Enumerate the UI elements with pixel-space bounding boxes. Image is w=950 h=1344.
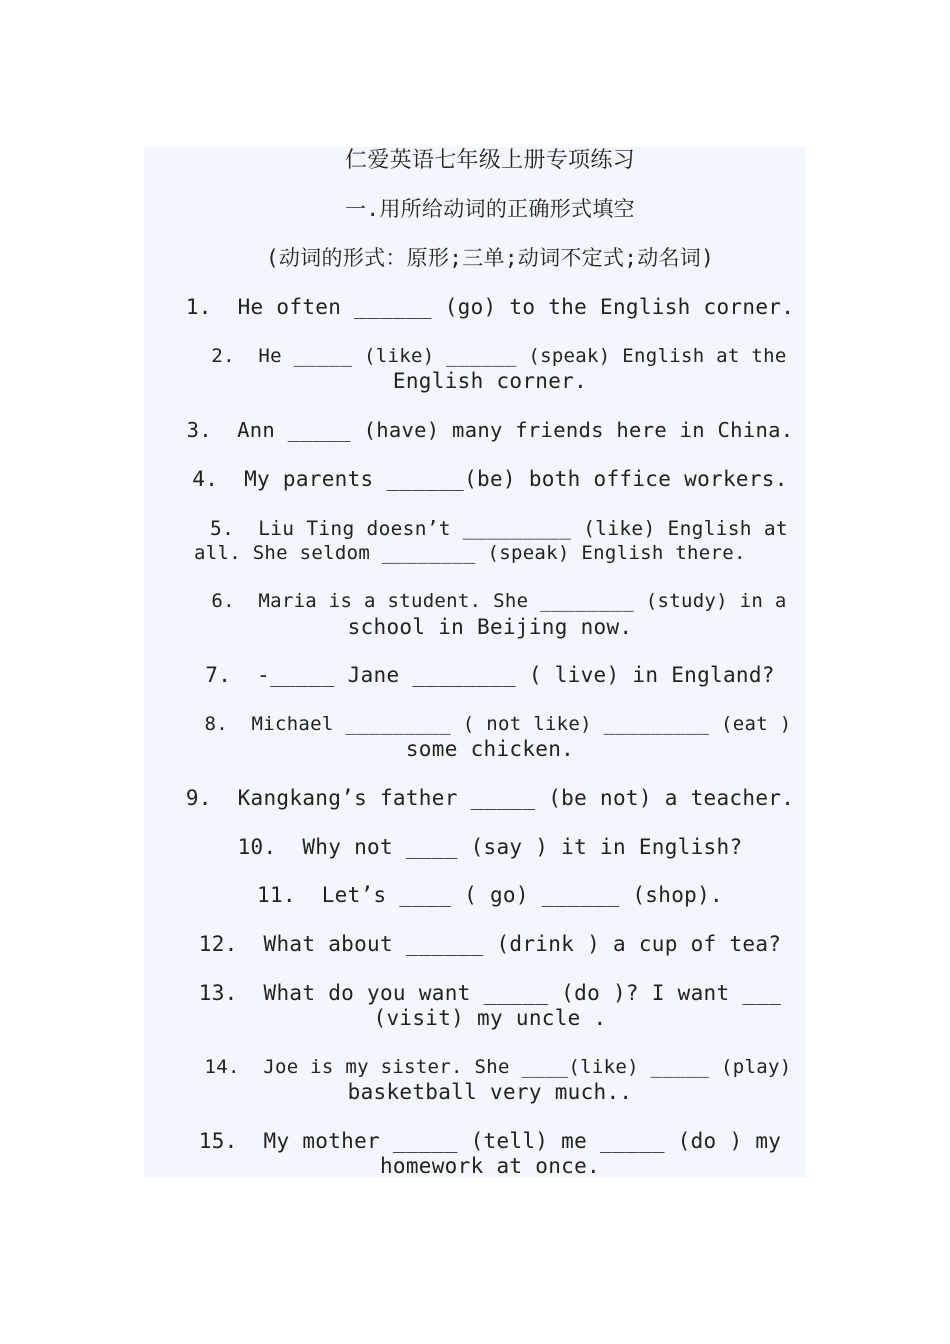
question-15-line-1: 15. My mother _____ (tell) me _____ (do ) my	[198, 1129, 782, 1153]
question-3-line-1: 3. Ann _____ (have) many friends here in China.	[186, 418, 794, 442]
question-2-line-2: English corner.	[392, 369, 588, 393]
question-15-line-2: homework at once.	[379, 1154, 601, 1178]
question-7-line-1: 7. -_____ Jane ________ ( live) in England?	[205, 663, 775, 687]
question-14-line-2: basketball very much..	[347, 1080, 633, 1104]
question-6-line-1: 6. Maria is a student. She ________ (study) in a	[211, 590, 787, 612]
worksheet-title: 仁爱英语七年级上册专项练习	[345, 148, 635, 173]
question-14-line-1: 14. Joe is my sister. She ____(like) _____ (play)	[204, 1056, 792, 1078]
question-5-line-2: all. She seldom ________ (speak) English there.	[194, 542, 746, 564]
section-heading: 一.用所给动词的正确形式填空	[345, 197, 635, 221]
question-8-line-1: 8. Michael _________ ( not like) _________ (eat )	[204, 713, 792, 735]
question-13-line-2: (visit) my uncle .	[373, 1006, 607, 1030]
section-note: (动词的形式：原形;三单;动词不定式;动名词)	[265, 246, 715, 270]
question-1-line-1: 1. He often ______ (go) to the English corner.	[185, 295, 795, 319]
question-4-line-1: 4. My parents ______(be) both office workers.	[192, 467, 788, 491]
question-13-line-1: 13. What do you want _____ (do )? I want ___	[198, 981, 782, 1005]
question-9-line-1: 9. Kangkang’s father _____ (be not) a teacher.	[185, 786, 795, 810]
question-5-line-1: 5. Liu Ting doesn’t _________ (like) English at	[210, 517, 788, 540]
question-11-line-1: 11. Let’s ____ ( go) ______ (shop).	[257, 883, 723, 907]
question-10-line-1: 10. Why not ____ (say ) it in English?	[237, 835, 743, 859]
question-2-line-1: 2. He _____ (like) ______ (speak) English at the	[211, 345, 787, 367]
question-8-line-2: some chicken.	[405, 737, 575, 761]
question-12-line-1: 12. What about ______ (drink ) a cup of tea?	[198, 932, 782, 956]
question-6-line-2: school in Beijing now.	[347, 615, 633, 639]
